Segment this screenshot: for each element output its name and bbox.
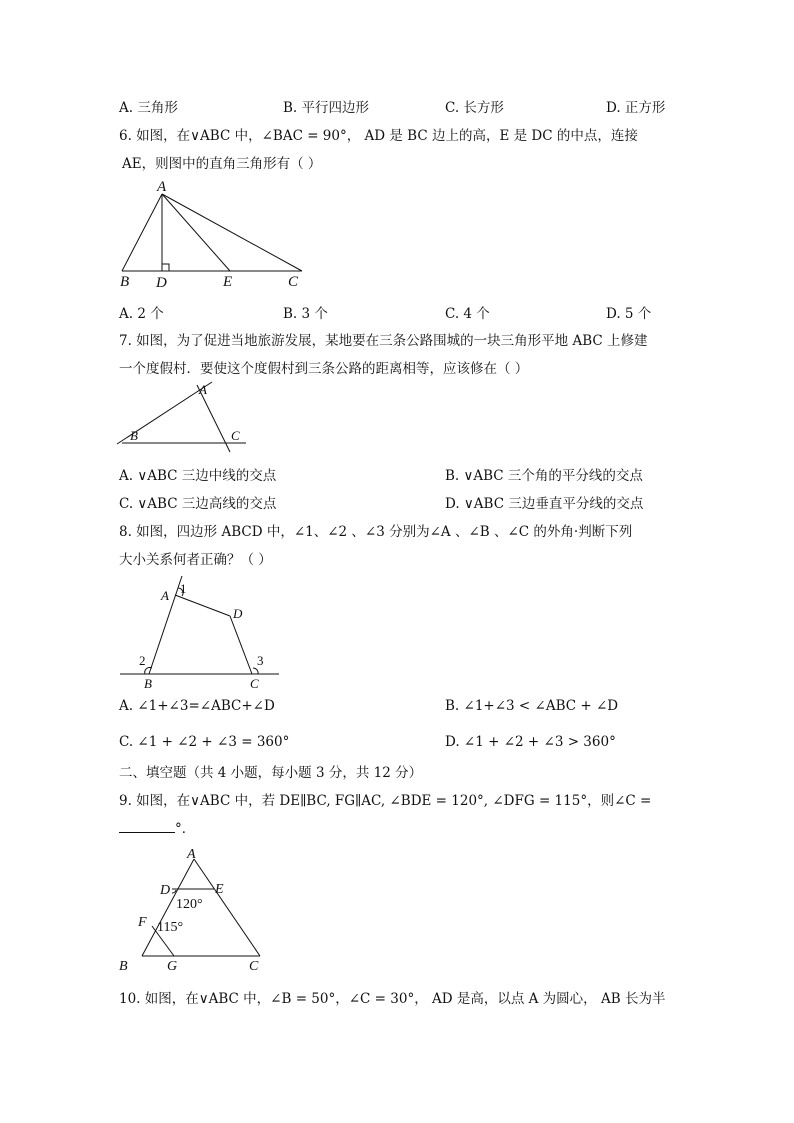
q7-option-a: A. ∨ABC 三边中线的交点 [119,468,277,484]
section-heading-fill-blank: 二、填空题（共 4 小题，每小题 3 分，共 12 分） [119,765,423,781]
q9-angle-115: 115° [157,920,184,935]
q8-option-c: C. ∠1 + ∠2 + ∠3 = 360° [119,734,290,750]
q6-option-d: D. 5 个 [606,306,652,322]
q6-label-c: C [288,274,299,290]
q5-option-b: B. 平行四边形 [283,100,370,116]
q7-option-b: B. ∨ABC 三个角的平分线的交点 [445,468,643,484]
q6-label-b: B [120,274,130,290]
q7-option-c: C. ∨ABC 三边高线的交点 [119,496,277,512]
q7-label-a: A [199,382,207,397]
q9-stem-suffix: °． [175,821,196,837]
q8-label-d: D [233,606,243,621]
q8-label-1: 1 [180,581,187,596]
q7-stem-line1: 7. 如图，为了促进当地旅游发展，某地要在三条公路围城的一块三角形平地 ABC 上修建 [119,333,648,349]
q5-option-a: A. 三角形 [119,100,178,116]
q9-label-a: A [187,847,196,862]
q6-option-a: A. 2 个 [119,306,164,322]
q8-label-3: 3 [257,653,264,668]
q7-label-c: C [231,428,240,443]
q7-figure [112,380,252,455]
q9-label-f: F [138,915,147,930]
q9-label-g: G [167,959,178,974]
q9-figure [112,843,272,975]
q9-answer-blank[interactable] [119,820,175,833]
q9-label-c: C [249,959,259,974]
q6-figure [112,176,312,294]
q6-label-e: E [223,274,233,290]
q6-stem-line1: 6. 如图，在∨ABC 中，∠BAC = 90°， AD 是 BC 边上的高，E 是 DC 的中点，连接 [119,128,638,144]
q10-stem-line1: 10. 如图，在∨ABC 中，∠B = 50°，∠C = 30°， AD 是高，以点 A 为圆心， AB 长为半 [119,991,666,1007]
q8-option-b: B. ∠1+∠3 < ∠ABC + ∠D [445,698,619,714]
q9-stem-line1: 9. 如图，在∨ABC 中，若 DE∥BC, FG∥AC, ∠BDE = 120°, ∠DFG = 115°，则∠C = [119,793,652,809]
q9-label-e: E [215,882,224,897]
q7-stem-line2: 一个度假村．要使这个度假村到三条公路的距离相等，应该修在（ ） [119,361,529,377]
q6-option-c: C. 4 个 [445,306,490,322]
q8-stem-line2: 大小关系何者正确？（ ） [119,552,272,568]
q8-label-b: B [144,676,152,691]
q8-option-a: A. ∠1+∠3=∠ABC+∠D [119,698,275,714]
q9-angle-120: 120° [176,897,203,912]
q6-label-d: D [156,275,167,291]
q8-label-a: A [161,588,169,603]
q6-option-b: B. 3 个 [283,306,328,322]
q8-label-c: C [250,676,259,691]
q7-option-d: D. ∨ABC 三边垂直平分线的交点 [445,496,644,512]
q8-stem-line1: 8. 如图，四边形 ABCD 中，∠1、∠2 、∠3 分别为∠A 、∠B 、∠C 的外角·判断下列 [119,524,633,540]
q8-option-d: D. ∠1 + ∠2 + ∠3 > 360° [445,734,616,750]
q9-stem-line2 [119,817,195,837]
q9-label-d: D [160,883,171,898]
q5-option-c: C. 长方形 [445,100,504,116]
q8-label-2: 2 [139,653,146,668]
q7-label-b: B [130,428,138,443]
q6-label-a: A [157,179,167,195]
q8-figure [112,572,287,694]
q9-label-b: B [119,959,128,974]
q6-stem-line2: AE，则图中的直角三角形有（ ） [122,156,322,172]
q5-option-d: D. 正方形 [606,100,666,116]
